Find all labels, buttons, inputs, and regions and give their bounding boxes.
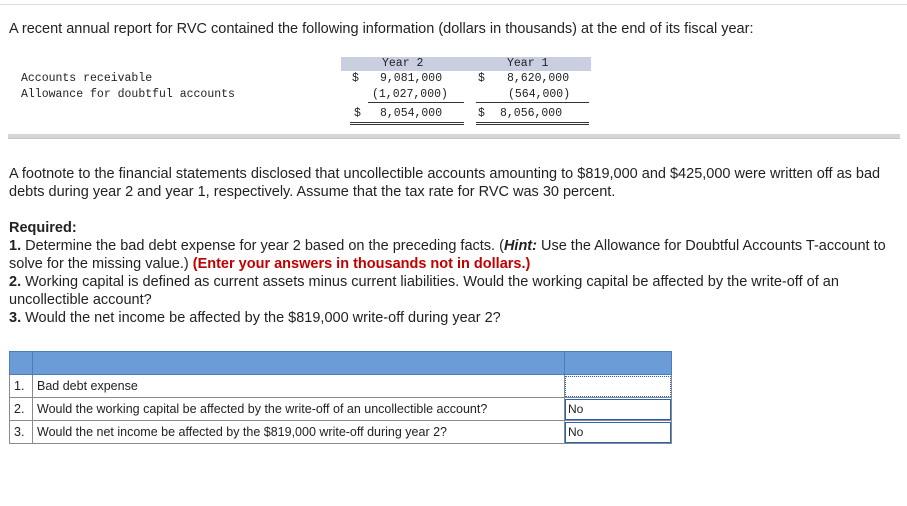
required-item-1-num: 1.: [9, 238, 22, 254]
required-item-2-text: Working capital is defined as current assets minus current liabilities. Would the working capital be affected by the write-off of an uncollectible account?: [9, 274, 839, 308]
answer-row-2-num: 2.: [10, 398, 33, 421]
required-item-1: [9, 237, 899, 273]
intro-text: A recent annual report for RVC contained the following information (dollars in thousands) at the end of its fiscal year:: [9, 21, 754, 37]
row-label-accounts-receivable: Accounts receivable: [21, 72, 153, 85]
bad-debt-expense-input[interactable]: [565, 376, 671, 397]
row1-y1-dollar: $: [478, 72, 485, 85]
row1-y2-value: 9,081,000: [380, 72, 443, 85]
answer-table: [9, 351, 672, 444]
required-item-1-emphasis: (Enter your answers in thousands not in dollars.): [192, 256, 531, 272]
row1-y2-dollar: $: [352, 72, 359, 85]
row3-y2-dollar: $: [354, 107, 361, 120]
answer-row-2: [10, 398, 672, 421]
answer-table-header: [10, 352, 672, 375]
row3-y2-value: 8,054,000: [380, 107, 443, 120]
footnote-text: A footnote to the financial statements disclosed that uncollectible accounts amounting to $819,000 and $425,000 were written off as bad debts during year 2 and year 1, respectively. Assume that the tax rate for RVC was 30 percent.: [9, 166, 881, 200]
required-item-1-text-a: Determine the bad debt expense for year 2 based on the preceding facts. (: [25, 238, 504, 254]
required-item-1-hint-label: Hint:: [503, 238, 537, 254]
row2-y1-value: (564,000): [508, 88, 571, 101]
required-item-3: [9, 309, 899, 327]
answer-row-3-question: Would the net income be affected by the $819,000 write-off during year 2?: [33, 421, 565, 444]
row2-y1-underline: [476, 102, 589, 103]
required-item-2-num: 2.: [9, 274, 22, 290]
answer-row-1-num: 1.: [10, 375, 33, 398]
required-heading: Required:: [9, 220, 77, 236]
row2-y2-underline: [368, 102, 464, 103]
answer-row-1: [10, 375, 672, 398]
row3-y1-double-underline: [476, 122, 589, 125]
required-item-3-num: 3.: [9, 310, 22, 326]
row3-y1-value: 8,056,000: [500, 107, 563, 120]
row2-y2-value: (1,027,000): [372, 88, 448, 101]
row3-y2-double-underline: [350, 122, 464, 125]
net-income-select[interactable]: No: [565, 422, 671, 443]
answer-row-1-question: Bad debt expense: [33, 375, 565, 398]
required-item-1-text-b: Use the Allowance for Doubtful Accounts T-account to solve for the missing value.): [9, 238, 886, 272]
row-label-allowance: Allowance for doubtful accounts: [21, 88, 235, 101]
section-divider: [8, 134, 900, 139]
answer-row-3: [10, 421, 672, 444]
required-item-3-text: Would the net income be affected by the $819,000 write-off during year 2?: [25, 310, 501, 326]
required-item-2: [9, 273, 899, 309]
header-year1: Year 1: [507, 57, 549, 70]
header-year2: Year 2: [382, 57, 424, 70]
working-capital-select[interactable]: No: [565, 399, 671, 420]
answer-row-3-num: 3.: [10, 421, 33, 444]
answer-row-2-question: Would the working capital be affected by the write-off of an uncollectible account?: [33, 398, 565, 421]
top-divider: [0, 4, 907, 5]
financial-table-header-band: [341, 57, 591, 71]
row3-y1-dollar: $: [478, 107, 485, 120]
row1-y1-value: 8,620,000: [507, 72, 570, 85]
